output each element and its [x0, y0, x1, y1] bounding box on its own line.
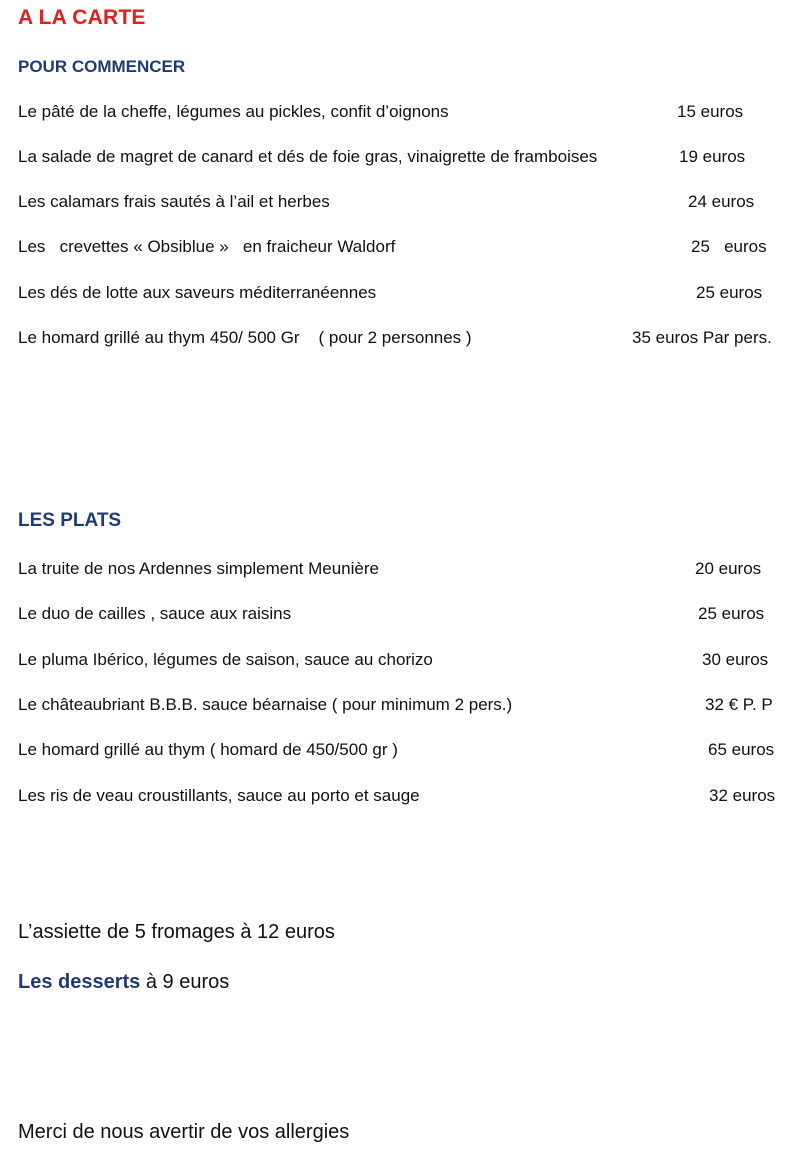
dish-price: 32 euros — [709, 786, 776, 805]
menu-item — [18, 693, 788, 717]
dish-price: 20 euros — [695, 559, 762, 578]
dish-name: Le homard grillé au thym ( homard de 450/500 gr ) — [18, 740, 398, 759]
menu-item — [18, 100, 788, 124]
cheese-line: L’assiette de 5 fromages à 12 euros — [18, 921, 335, 943]
allergy-note: Merci de nous avertir de vos allergies — [18, 1121, 350, 1143]
desserts-line — [18, 971, 229, 994]
dish-price: 32 € P. P — [705, 695, 773, 714]
dish-price: 25 euros — [698, 604, 765, 623]
dish-name: Le châteaubriant B.B.B. sauce béarnaise ( pour minimum 2 pers.) — [18, 695, 513, 714]
menu-item — [18, 602, 788, 626]
dish-price: 24 euros — [688, 192, 755, 211]
dish-name: Le pluma Ibérico, légumes de saison, sauce au chorizo — [18, 650, 433, 669]
menu-item — [18, 145, 788, 169]
menu-item — [18, 190, 788, 214]
dish-price: 30 euros — [702, 650, 769, 669]
dish-name: Le pâté de la cheffe, légumes au pickles, confit d’oignons — [18, 102, 449, 121]
dish-name: Le homard grillé au thym 450/ 500 Gr ( pour 2 personnes ) — [18, 328, 472, 347]
desserts-price: à 9 euros — [140, 971, 230, 993]
menu-item — [18, 326, 788, 350]
dish-price: 35 euros Par pers. — [632, 328, 772, 347]
dish-name: Les ris de veau croustillants, sauce au porto et sauge — [18, 786, 420, 805]
dish-name: La salade de magret de canard et dés de foie gras, vinaigrette de framboises — [18, 147, 598, 166]
dish-name: La truite de nos Ardennes simplement Meunière — [18, 559, 379, 578]
dish-name: Les dés de lotte aux saveurs méditerranéennes — [18, 283, 377, 302]
dish-price: 19 euros — [679, 147, 746, 166]
menu-item — [18, 648, 788, 672]
dish-price: 25 euros — [696, 283, 763, 302]
menu-title: A LA CARTE — [18, 6, 146, 29]
menu-item — [18, 557, 788, 581]
menu-item — [18, 784, 788, 808]
dish-price: 65 euros — [708, 740, 775, 759]
mains-heading: LES PLATS — [18, 510, 122, 531]
dish-name: Le duo de cailles , sauce aux raisins — [18, 604, 292, 623]
menu-item — [18, 738, 788, 762]
menu-item — [18, 281, 788, 305]
desserts-label: Les desserts — [18, 971, 141, 993]
dish-name: Les crevettes « Obsiblue » en fraicheur Waldorf — [18, 237, 396, 256]
menu-item — [18, 235, 788, 259]
dish-name: Les calamars frais sautés à l’ail et herbes — [18, 192, 330, 211]
dish-price: 25 euros — [691, 237, 767, 256]
starters-heading: POUR COMMENCER — [18, 57, 186, 76]
dish-price: 15 euros — [677, 102, 744, 121]
